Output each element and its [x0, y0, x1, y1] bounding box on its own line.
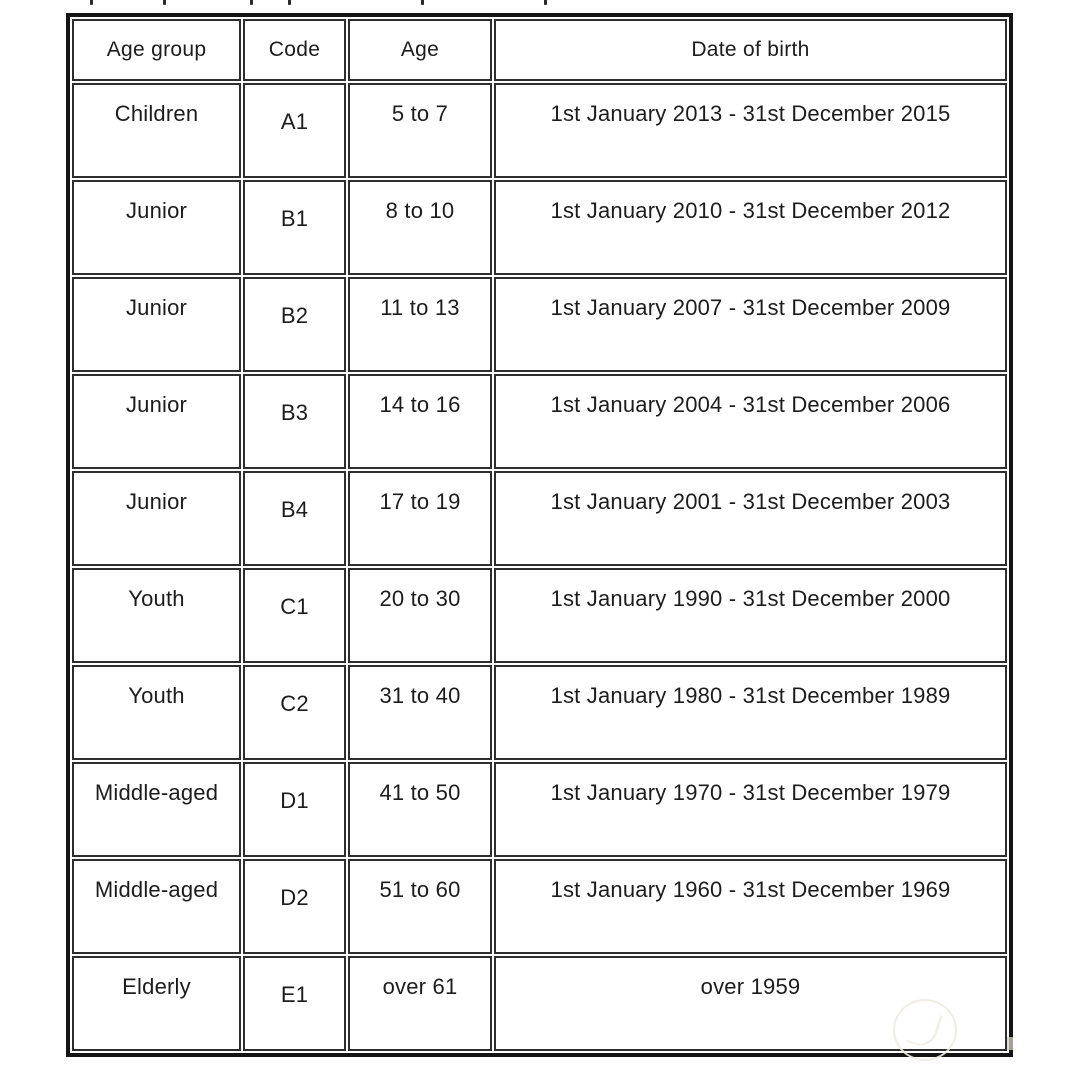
cell-age-group: Junior [72, 374, 241, 469]
header-row [72, 19, 1007, 81]
table-body [72, 83, 1007, 1051]
header-date-of-birth: Date of birth [494, 19, 1007, 81]
cell-code: C2 [243, 665, 346, 760]
cell-age-group: Junior [72, 180, 241, 275]
cell-date-of-birth: 1st January 1980 - 31st December 1989 [494, 665, 1007, 760]
cell-age-group: Middle-aged [72, 762, 241, 857]
cell-age: over 61 [348, 956, 492, 1051]
table-row [72, 180, 1007, 275]
cell-date-of-birth: 1st January 1990 - 31st December 2000 [494, 568, 1007, 663]
table-header [72, 19, 1007, 81]
cell-age: 41 to 50 [348, 762, 492, 857]
clipped-text-remnant [0, 0, 1080, 8]
table-row [72, 859, 1007, 954]
header-age-group: Age group [72, 19, 241, 81]
cell-code: C1 [243, 568, 346, 663]
cell-date-of-birth: 1st January 2007 - 31st December 2009 [494, 277, 1007, 372]
cell-age-group: Middle-aged [72, 859, 241, 954]
cell-code: D1 [243, 762, 346, 857]
table-row [72, 568, 1007, 663]
cell-code: B4 [243, 471, 346, 566]
cell-date-of-birth: over 1959 [494, 956, 1007, 1051]
cell-age-group: Junior [72, 471, 241, 566]
clipped-text-descender [544, 0, 547, 5]
clipped-text-descender [421, 0, 424, 5]
cell-date-of-birth: 1st January 2001 - 31st December 2003 [494, 471, 1007, 566]
cell-age: 31 to 40 [348, 665, 492, 760]
table-row [72, 665, 1007, 760]
table-row [72, 83, 1007, 178]
table-row [72, 374, 1007, 469]
scan-artifact [1007, 1037, 1013, 1050]
age-group-table [66, 13, 1013, 1057]
cell-age: 8 to 10 [348, 180, 492, 275]
clipped-text-descender [90, 0, 93, 5]
cell-code: D2 [243, 859, 346, 954]
cell-age: 17 to 19 [348, 471, 492, 566]
cell-age-group: Children [72, 83, 241, 178]
cell-age: 5 to 7 [348, 83, 492, 178]
cell-date-of-birth: 1st January 1960 - 31st December 1969 [494, 859, 1007, 954]
cell-age-group: Elderly [72, 956, 241, 1051]
cell-age: 51 to 60 [348, 859, 492, 954]
cell-date-of-birth: 1st January 1970 - 31st December 1979 [494, 762, 1007, 857]
table-row [72, 762, 1007, 857]
clipped-text-descender [288, 0, 291, 5]
cell-age: 20 to 30 [348, 568, 492, 663]
table-row [72, 471, 1007, 566]
cell-date-of-birth: 1st January 2010 - 31st December 2012 [494, 180, 1007, 275]
cell-date-of-birth: 1st January 2013 - 31st December 2015 [494, 83, 1007, 178]
table-row [72, 277, 1007, 372]
stamp-watermark-squiggle [906, 1008, 943, 1051]
header-age: Age [348, 19, 492, 81]
header-code: Code [243, 19, 346, 81]
cell-date-of-birth: 1st January 2004 - 31st December 2006 [494, 374, 1007, 469]
clipped-text-descender [163, 0, 166, 5]
cell-age-group: Youth [72, 568, 241, 663]
cell-age-group: Junior [72, 277, 241, 372]
cell-age-group: Youth [72, 665, 241, 760]
table-row [72, 956, 1007, 1051]
clipped-text-descender [250, 0, 253, 5]
cell-age: 14 to 16 [348, 374, 492, 469]
cell-code: B3 [243, 374, 346, 469]
stamp-watermark [893, 999, 957, 1061]
cell-age: 11 to 13 [348, 277, 492, 372]
cell-code: B2 [243, 277, 346, 372]
cell-code: E1 [243, 956, 346, 1051]
cell-code: A1 [243, 83, 346, 178]
cell-code: B1 [243, 180, 346, 275]
